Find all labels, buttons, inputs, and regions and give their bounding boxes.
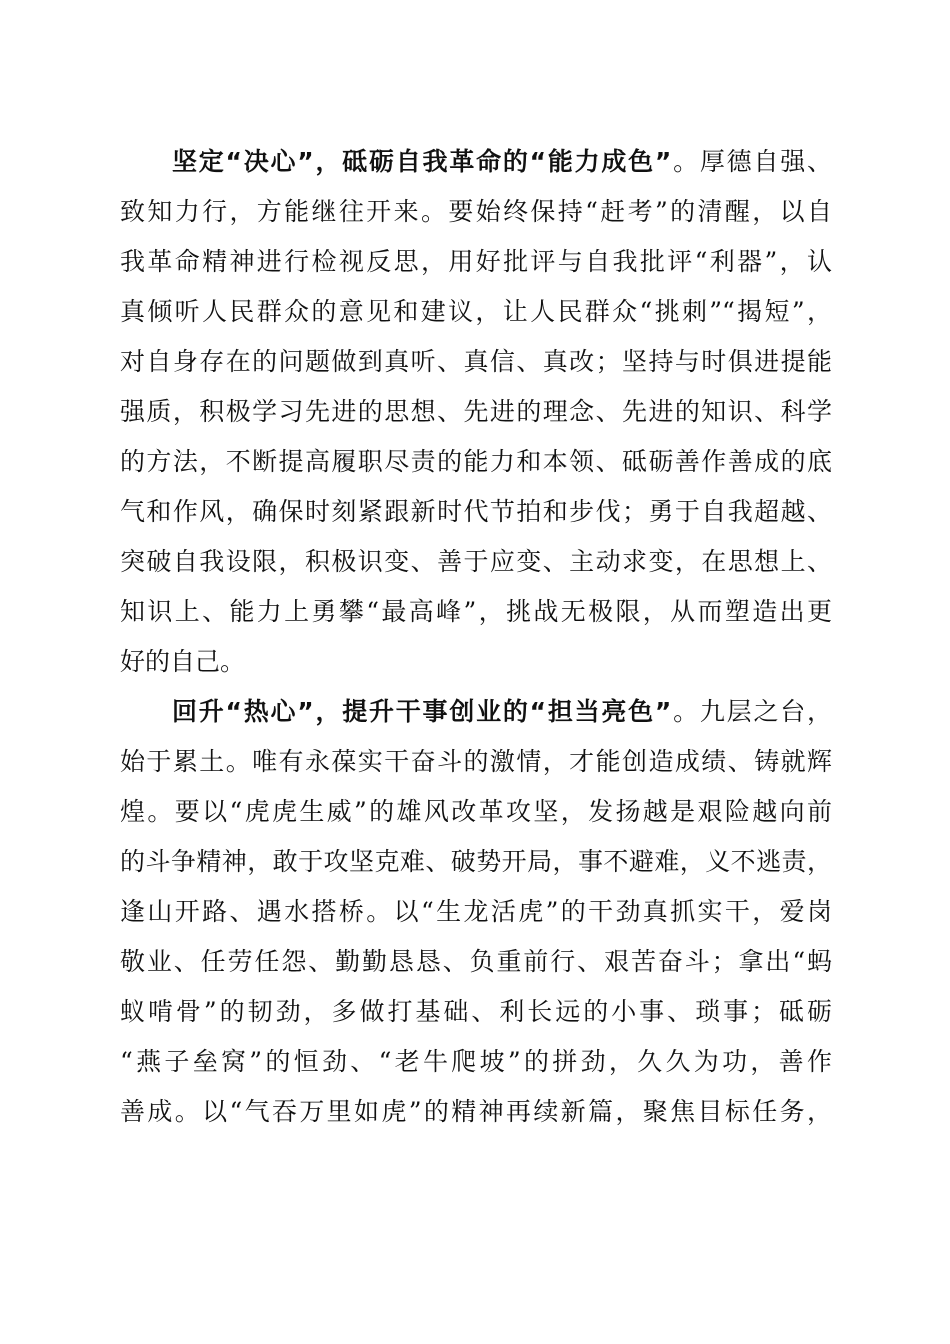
text-line: 始于累土。唯有永葆实干奋斗的激情，才能创造成绩、铸就辉 (120, 747, 832, 776)
paragraph-determination (120, 137, 832, 687)
text-line: 强质，积极学习先进的思想、先进的理念、先进的知识、科学 (120, 397, 832, 426)
text-line: 我革命精神进行检视反思，用好批评与自我批评“利器”，认 (120, 247, 832, 276)
text-line: 真倾听人民群众的意见和建议，让人民群众“挑刺”“揭短”， (120, 297, 832, 326)
text-line: 敬业、任劳任怨、勤勤恳恳、负重前行、艰苦奋斗；拿出“蚂 (120, 947, 832, 976)
text-line: 。厚德自强、 (671, 147, 832, 176)
text-line: 突破自我设限，积极识变、善于应变、主动求变，在思想上、 (120, 547, 832, 576)
paragraph-first-line (120, 137, 832, 187)
text-line: 对自身存在的问题做到真听、真信、真改；坚持与时俱进提能 (120, 347, 832, 376)
paragraph-enthusiasm (120, 687, 832, 1137)
text-line: 蚁啃骨”的韧劲，多做打基础、利长远的小事、琐事；砥砺 (120, 997, 832, 1026)
text-line: 的方法，不断提高履职尽责的能力和本领、砥砺善作善成的底 (120, 447, 832, 476)
paragraph-heading: 回升“热心”，提升干事创业的“担当亮色” (172, 697, 672, 726)
text-line: 逢山开路、遇水搭桥。以“生龙活虎”的干劲真抓实干，爱岗 (120, 897, 832, 926)
text-line: 气和作风，确保时刻紧跟新时代节拍和步伐；勇于自我超越、 (120, 497, 832, 526)
text-line: 的斗争精神，敢于攻坚克难、破势开局，事不避难，义不逃责， (120, 847, 832, 876)
text-line: 知识上、能力上勇攀“最高峰”，挑战无极限，从而塑造出更 (120, 597, 832, 626)
paragraph-first-line (120, 687, 832, 737)
text-line: 致知力行，方能继往开来。要始终保持“赶考”的清醒，以自 (120, 197, 832, 226)
text-line: “燕子垒窝”的恒劲、“老牛爬坡”的拼劲，久久为功，善作 (120, 1047, 832, 1076)
text-line: 煌。要以“虎虎生威”的雄风改革攻坚，发扬越是艰险越向前 (120, 797, 832, 826)
document-page (120, 137, 832, 1137)
text-line: 。九层之台， (671, 697, 832, 726)
text-line: 好的自己。 (120, 647, 246, 676)
paragraph-heading: 坚定“决心”，砥砺自我革命的“能力成色” (172, 147, 672, 176)
text-line: 善成。以“气吞万里如虎”的精神再续新篇，聚焦目标任务， (120, 1097, 832, 1126)
